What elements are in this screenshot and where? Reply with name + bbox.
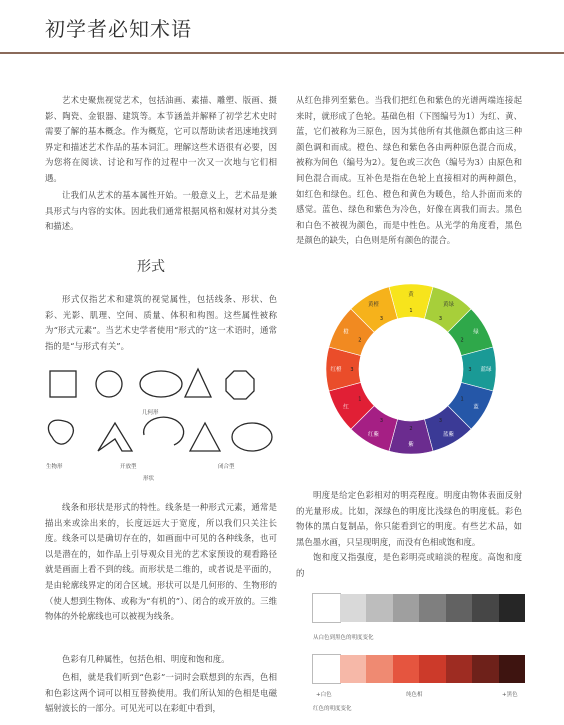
left-paragraph-3: 形式仅指艺术和建筑的视觉属性，包括线条、形状、色彩、光影、肌理、空间、质量、体积和构图。这些属性被称为“形式元素”。当艺术史学者使用“形式的”这一术语时，通常指的是“与形式有关”。 bbox=[45, 294, 277, 351]
wheel-order-number: 3 bbox=[379, 315, 384, 322]
section-heading-form: 形式 bbox=[137, 259, 165, 275]
value-swatch bbox=[419, 655, 446, 683]
closed-ellipse-shape bbox=[232, 423, 272, 451]
value-scale-caption: 从白色到黑色的明度变化 bbox=[313, 635, 374, 641]
right-paragraph-2: 明度是给定色彩相对的明亮程度。明度由物体表面反射的光量形成。比如，深绿色的明度比浅绿色的明度低。彩色物体的黑白复制品，你只能看到它的明度。有些艺术品，如黑色墨水画，只呈现明度，而没有色相或饱和度。 bbox=[296, 490, 522, 547]
shapes-illustration bbox=[40, 365, 285, 480]
organic-shape bbox=[48, 420, 73, 444]
wheel-hue-label: 红橙 bbox=[330, 367, 342, 373]
wheel-order-number: 3 bbox=[438, 315, 443, 322]
triangle-shape bbox=[185, 369, 211, 397]
wheel-order-number: 3 bbox=[438, 418, 443, 425]
geometric-label: 几何形 bbox=[142, 410, 159, 416]
value-swatch bbox=[313, 594, 340, 622]
wheel-hue-label: 蓝绿 bbox=[480, 367, 492, 373]
wheel-order-number: 1 bbox=[409, 308, 413, 314]
page-header bbox=[0, 0, 564, 54]
value-swatch bbox=[446, 594, 473, 622]
wheel-hue-label: 蓝 bbox=[473, 404, 479, 411]
wheel-hue-label: 黄 bbox=[408, 292, 414, 298]
wheel-hue-label: 紫 bbox=[408, 442, 414, 448]
right-paragraph-1: 从红色排列至紫色。当我们把红色和紫色的光谱两端连接起来时，就形成了色轮。基础色相（下图编号为1）为红、黄、蓝，它们被称为三原色，因为其他所有其他颜色都由这三种颜色调和而成。橙色、绿色和紫色各由两种原色混合而成，被称为间色（编号为2）。复色或三次色（编号为3）由原色和间色混合而成。互补色是指在色轮上直接相对的两种颜色，如红色和绿色。红色、橙色和黄色为暖色，给人扑面而来的感觉。蓝色、绿色和紫色为冷色，好像在离我们而去。黑色和白色不被视为颜色，而是中性色。从光学的角度看，黑色是颜色的缺失，白色则是所有颜色的混合。 bbox=[296, 95, 522, 246]
wheel-hue-label: 蓝紫 bbox=[442, 431, 455, 438]
header-rule bbox=[0, 52, 564, 54]
value-swatch bbox=[366, 655, 393, 683]
value-swatch bbox=[499, 655, 526, 683]
color-wheel bbox=[306, 264, 516, 474]
wheel-hue-label: 黄橙 bbox=[367, 302, 380, 309]
right-paragraph-3: 饱和度又指强度，是色彩明亮或暗淡的程度。高饱和度的 bbox=[296, 552, 522, 578]
value-swatch bbox=[419, 594, 446, 622]
plus-black-label: +黑色 bbox=[502, 692, 518, 698]
wheel-hue-label: 红紫 bbox=[367, 431, 380, 438]
open-label: 开放型 bbox=[120, 464, 137, 470]
left-paragraph-2: 让我们从艺术的基本属性开始。一般意义上，艺术品是兼具形式与内容的实体。因此我们通常根据风格和媒材对其分类和描述。 bbox=[45, 190, 277, 232]
shape-caption: 形状 bbox=[143, 476, 155, 482]
pure-hue-label: 纯色相 bbox=[406, 692, 423, 698]
wheel-order-number: 2 bbox=[460, 337, 464, 344]
wheel-hue-label: 红 bbox=[343, 404, 349, 411]
wheel-order-number: 3 bbox=[350, 367, 354, 373]
value-swatch bbox=[393, 655, 420, 683]
wheel-hue-label: 绿 bbox=[473, 329, 479, 336]
value-swatch bbox=[313, 655, 340, 683]
page-title: 初学者必知术语 bbox=[45, 17, 192, 41]
organic-label: 生物形 bbox=[46, 464, 63, 470]
square-shape bbox=[50, 371, 76, 397]
wheel-order-number: 3 bbox=[468, 367, 472, 373]
value-swatch bbox=[499, 594, 526, 622]
octagon-shape bbox=[226, 371, 254, 399]
wheel-hue-label: 黄绿 bbox=[442, 302, 455, 309]
value-swatch bbox=[340, 655, 367, 683]
open-arc-shape bbox=[144, 417, 184, 445]
closed-label: 闭合型 bbox=[218, 464, 235, 470]
left-paragraph-4: 线条和形状是形式的特性。线条是一种形式元素，通常是描出来或涂出来的，长度远远大于宽度，所以我们只关注长度。线条可以是确切存在的，如画面中可见的各种线条，也可以是潜在的，如作品上引导观众目光的艺术家预设的观看路径就是画面上看不到的线。而形状是二维的，或者说是平面的，是由轮廓线界定的闭合区域。形状可以是几何形的、生物形的（使人想到生物体、或称为“有机的”）、闭合的或开放的。三维物体的外轮廓线也可以被视为线条。 bbox=[45, 502, 277, 622]
value-swatch bbox=[472, 594, 499, 622]
left-paragraph-6: 色相，就是我们听到“色彩”一词时会联想到的东西，色相和色彩这两个词可以相互替换使用。我们所认知的色相是电磁辐射波长的一部分。可见光可以在彩虹中看到， bbox=[45, 672, 277, 714]
left-paragraph-1: 艺术史聚焦视觉艺术，包括油画、素描、雕塑、版画、摄影、陶瓷、金银器、建筑等。本节涵盖并解释了初学艺术史时需要了解的基本概念。作为概览，它可以帮助读者迅速地找到界定和描述艺术作品的基本词汇。理解这些术语很有必要，因为您将在阅读、讨论和写作的过程中一次又一次地与它们相遇。 bbox=[45, 95, 277, 183]
wheel-order-number: 1 bbox=[358, 396, 362, 403]
wheel-order-number: 2 bbox=[358, 337, 362, 344]
wheel-order-number: 2 bbox=[409, 426, 413, 432]
value-swatch bbox=[472, 655, 499, 683]
value-swatch bbox=[340, 594, 367, 622]
circle-shape bbox=[96, 371, 122, 397]
ellipse-shape bbox=[140, 371, 182, 397]
closed-triangle-shape bbox=[190, 423, 220, 451]
wheel-order-number: 1 bbox=[460, 396, 464, 403]
plus-white-label: +白色 bbox=[316, 692, 332, 698]
wheel-order-number: 3 bbox=[379, 418, 384, 425]
value-swatch bbox=[366, 594, 393, 622]
wheel-hue-label: 橙 bbox=[343, 329, 349, 336]
open-triangle-shape bbox=[98, 423, 132, 451]
value-swatch bbox=[446, 655, 473, 683]
red-scale-caption: 红色的明度变化 bbox=[313, 706, 352, 712]
left-paragraph-5: 色彩有几种属性，包括色相、明度和饱和度。 bbox=[62, 654, 230, 664]
value-swatch bbox=[393, 594, 420, 622]
